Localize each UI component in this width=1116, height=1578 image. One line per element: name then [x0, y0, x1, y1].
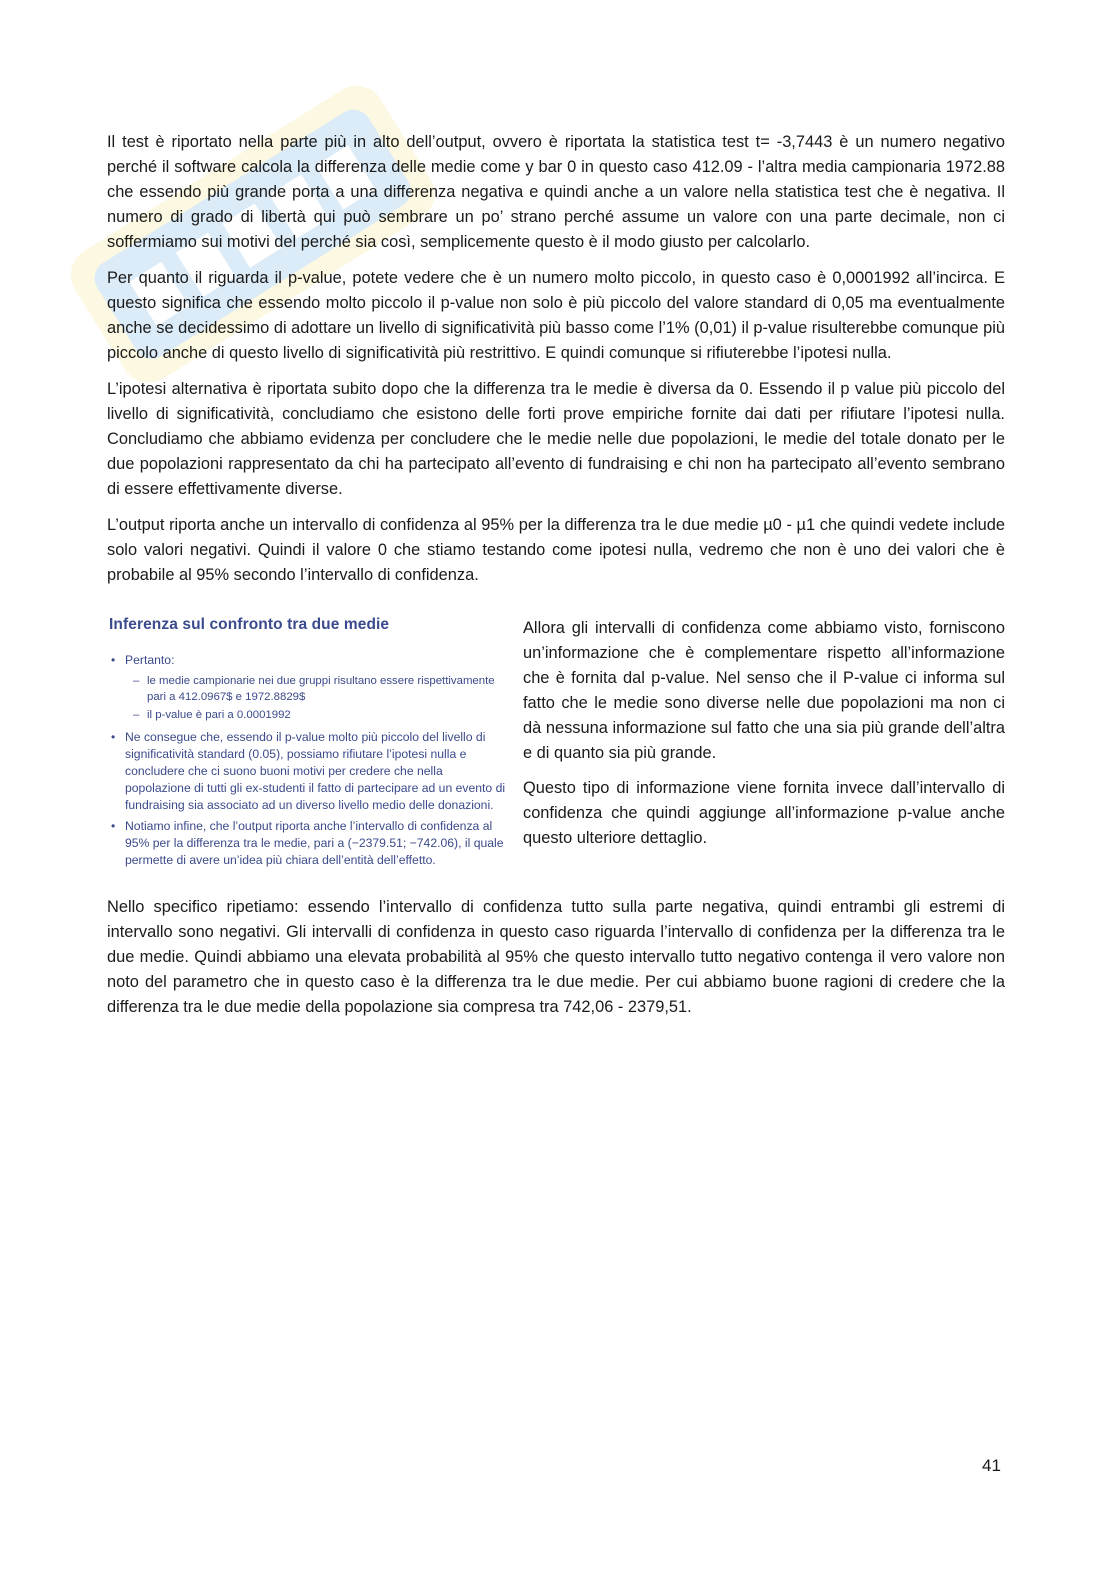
- paragraph-complementary-info: Allora gli intervalli di confidenza come abbiamo visto, forniscono un’informazione che è complementare rispetto all’informazione che è fornita dal p-value. Nel senso che il P-value ci informa sul fatto che le medie sono diverse nelle due popolazioni ma non ci dà nessuna informazione sul fatto che una sia più grande dell’altra e di quanto sia più grande.: [523, 619, 1005, 762]
- slide-image: [107, 616, 507, 873]
- paragraph-p-value: Per quanto il riguarda il p-value, potete vedere che è un numero molto piccolo, in questo caso è 0,0001992 all’incirca. E questo significa che essendo molto piccolo il p-value non solo è più piccolo del valore standard di 0,05 ma eventualmente anche se decidessimo di adottare un livello di significatività più basso come l’1% (0,01) il p-value risulterebbe comunque più piccolo anche di questo livello di significatività più restrittivo. E quindi comunque si rifiuterebbe l’ipotesi nulla.: [107, 269, 1005, 362]
- slide-bullet-text: Ne consegue che, essendo il p-value molto più piccolo del livello di significatività standard (0.05), possiamo rifiutare l’ipotesi nulla e concludere che ci suono buoni motivi per credere che nella popolazione di tutti gli ex-studenti il fatto di partecipare ad un evento di fundraising sia associato ad un diverso livello medio delle donazioni.: [125, 730, 506, 812]
- page-content: [107, 130, 1005, 1031]
- paragraph-conclusion: Nello specifico ripetiamo: essendo l’intervallo di confidenza tutto sulla parte negativa, quindi entrambi gli estremi di intervallo sono negativi. Gli intervalli di confidenza in questo caso riguarda l’intervallo di confidenza per la differenza tra le due medie. Quindi abbiamo una elevata probabilità al 95% che questo intervallo tutto negativo contenga il vero valore non noto del parametro che in questo caso è la differenza tra le due medie. Per cui abbiamo buone ragioni di credere che la differenza tra le due medie della popolazione sia compresa tra 742,06 - 2379,51.: [107, 898, 1005, 1016]
- slide-and-commentary: [107, 616, 1005, 873]
- dash-icon: –: [133, 709, 140, 721]
- slide-bullet-list: [107, 652, 507, 869]
- slide-bullet-item: [109, 652, 507, 669]
- slide-title: Inferenza sul confronto tra due medie: [109, 616, 390, 633]
- bullet-icon: •: [111, 730, 116, 744]
- slide-sub-text: le medie campionarie nei due gruppi risultano essere rispettivamente pari a 412.0967$ e 1972.8829$: [147, 675, 495, 703]
- slide-sub-text: il p-value è pari a 0.0001992: [147, 709, 291, 721]
- slide-bullet-item: [109, 818, 507, 869]
- page-number: 41: [982, 1456, 1001, 1475]
- slide-sub-item: [109, 673, 507, 705]
- slide-sub-item: [109, 707, 507, 723]
- bullet-icon: •: [111, 653, 116, 667]
- bullet-icon: •: [111, 819, 116, 833]
- slide-bullet-item: [109, 729, 507, 814]
- paragraph-alternative-hypothesis: L’ipotesi alternativa è riportata subito dopo che la differenza tra le medie è diversa da 0. Essendo il p value più piccolo del livello di significatività, concludiamo che esistono delle forti prove empiriche fornite dai dati per rifiutare l’ipotesi nulla. Concludiamo che abbiamo evidenza per concludere che le medie nelle due popolazioni, le medie del totale donato per le due popolazioni rappresentato da chi ha partecipato all’evento di fundraising e chi non ha partecipato all’evento sembrano di essere effettivamente diverse.: [107, 380, 1005, 498]
- slide-bullet-text: Pertanto:: [125, 653, 175, 667]
- side-commentary: [523, 616, 1005, 873]
- paragraph-interval-detail: Questo tipo di informazione viene fornita invece dall’intervallo di confidenza che quindi aggiunge all’informazione p-value anche questo ulteriore dettaglio.: [523, 779, 1005, 847]
- dash-icon: –: [133, 675, 140, 687]
- slide-bullet-text: Notiamo infine, che l’output riporta anche l’intervallo di confidenza al 95% per la differenza tra le medie, pari a (−2379.51; −742.06), il quale permette di avere un’idea più chiara dell’entità dell’effetto.: [125, 819, 504, 867]
- paragraph-test-statistic: Il test è riportato nella parte più in alto dell’output, ovvero è riportata la statistica test t= -3,7443 è un numero negativo perché il software calcola la differenza delle medie come y bar 0 in questo caso 412.09 - l’altra media campionaria 1972.88 che essendo più grande porta a una differenza negativa e quindi anche a un valore nella statistica test che è negativa. Il numero di grado di libertà qui può sembrare un po’ strano perché assume un valore con una parte decimale, non ci soffermiamo sui motivi del perché sia così, semplicemente questo è il modo giusto per calcolarlo.: [107, 133, 1005, 251]
- paragraph-confidence-interval: L’output riporta anche un intervallo di confidenza al 95% per la differenza tra le due medie µ0 - µ1 che quindi vedete include solo valori negativi. Quindi il valore 0 che stiamo testando come ipotesi nulla, vedremo che non è uno dei valori che è probabile al 95% secondo l’intervallo di confidenza.: [107, 516, 1005, 584]
